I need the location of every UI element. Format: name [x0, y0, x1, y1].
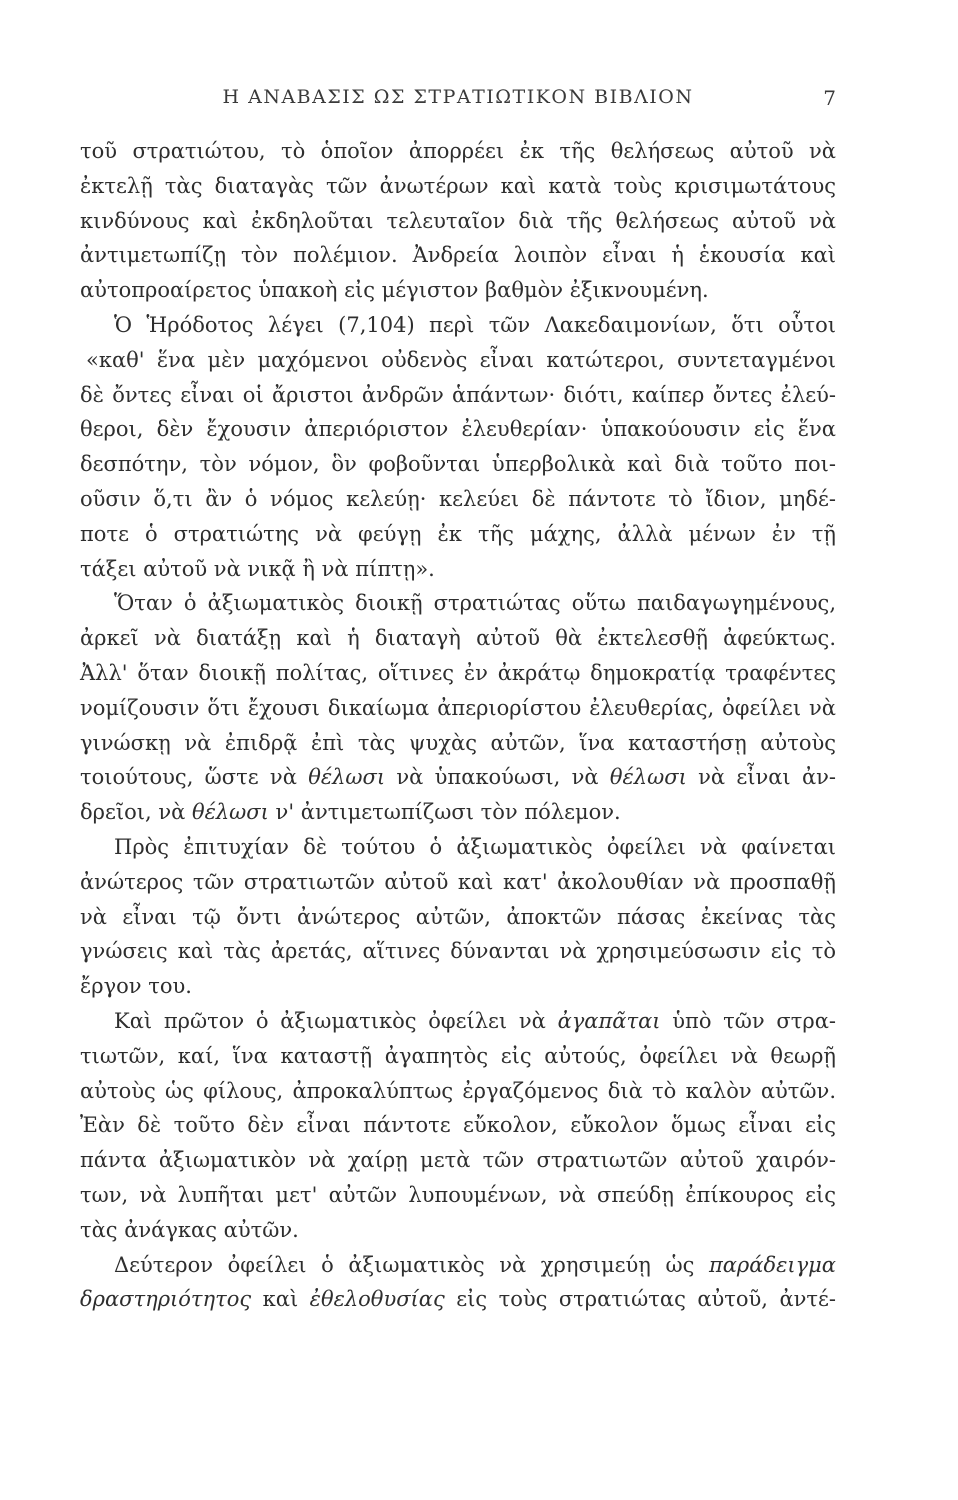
text-line: Καὶ πρῶτον ὁ ἀξιωματικὸς ὀφείλει νὰ ἀγαπᾶται ὑπὸ τῶν στρα-	[114, 1008, 836, 1033]
text-line: Ὁ Ἡρόδοτος λέγει (7,104) περὶ τῶν Λακεδαιμονίων, ὅτι οὗτοι	[114, 312, 836, 337]
text-line: Ἐὰν δὲ τοῦτο δὲν εἶναι πάντοτε εὔκολον, εὔκολον ὅμως εἶναι εἰς	[80, 1113, 836, 1138]
text-line: θεροι, δὲν ἔχουσιν ἀπεριόριστον ἐλευθερίαν· ὑπακούουσιν εἰς ἕνα	[80, 417, 836, 442]
text-line: ἀντιμετωπίζῃ τὸν πολέμιον. Ἀνδρεία λοιπὸν εἶναι ἡ ἑκουσία καὶ	[80, 243, 836, 268]
text-line: ἀρκεῖ νὰ διατάξῃ καὶ ἡ διαταγὴ αὐτοῦ θὰ ἐκτελεσθῇ ἀφεύκτως.	[80, 626, 836, 651]
text-line: ποτε ὁ στρατιώτης νὰ φεύγῃ ἐκ τῆς μάχης, ἀλλὰ μένων ἐν τῇ	[80, 521, 836, 546]
text-line: τοῦ στρατιώτου, τὸ ὁποῖον ἀπορρέει ἐκ τῆς θελήσεως αὐτοῦ νὰ	[80, 139, 836, 163]
body-text	[80, 134, 836, 1317]
text-line: αὐτοὺς ὡς φίλους, ἀπροκαλύπτως ἐργαζόμενος διὰ τὸ καλὸν αὐτῶν.	[80, 1078, 836, 1103]
text-line: «καθ' ἕνα μὲν μαχόμενοι οὐδενὸς εἶναι κατώτεροι, συντεταγμένοι	[86, 347, 836, 372]
text-line: δεσπότην, τὸν νόμον, ὃν φοβοῦνται ὑπερβολικὰ καὶ διὰ τοῦτο ποι-	[80, 452, 836, 477]
text-line: τιωτῶν, καί, ἵνα καταστῇ ἀγαπητὸς εἰς αὐτούς, ὀφείλει νὰ θεωρῇ	[80, 1043, 836, 1068]
text-line: οῦσιν ὅ,τι ἂν ὁ νόμος κελεύῃ· κελεύει δὲ πάντοτε τὸ ἴδιον, μηδέ-	[80, 486, 836, 511]
text-line: Ὅταν ὁ ἀξιωματικὸς διοικῇ στρατιώτας οὕτω παιδαγωγημένους,	[114, 591, 836, 616]
text-line: Δεύτερον ὀφείλει ὁ ἀξιωματικὸς νὰ χρησιμεύῃ ὡς παράδειγμα	[114, 1252, 836, 1277]
text-line: Πρὸς ἐπιτυχίαν δὲ τούτου ὁ ἀξιωματικὸς ὀφείλει νὰ φαίνεται	[114, 834, 836, 859]
text-line: αὐτοπροαίρετος ὑπακοὴ εἰς μέγιστον βαθμὸν ἐξικνουμένη.	[80, 278, 709, 303]
running-header	[80, 86, 836, 116]
text-line: ἀνώτερος τῶν στρατιωτῶν αὐτοῦ καὶ κατ' ἀκολουθίαν νὰ προσπαθῇ	[80, 869, 836, 894]
text-line: ἔργον του.	[80, 974, 192, 999]
text-line: πάντα ἀξιωματικὸν νὰ χαίρῃ μετὰ τῶν στρατιωτῶν αὐτοῦ χαιρόν-	[80, 1148, 836, 1173]
text-line: τάξει αὐτοῦ νὰ νικᾷ ἢ νὰ πίπτῃ».	[80, 556, 435, 581]
text-line: τοιούτους, ὥστε νὰ θέλωσι νὰ ὑπακούωσι, νὰ θέλωσι νὰ εἶναι ἀν-	[80, 765, 837, 790]
text-line: τὰς ἀνάγκας αὐτῶν.	[80, 1217, 299, 1242]
text-line: δὲ ὄντες εἶναι οἱ ἄριστοι ἀνδρῶν ἁπάντων· διότι, καίπερ ὄντες ἐλεύ-	[80, 382, 836, 407]
text-line: νομίζουσιν ὅτι ἔχουσι δικαίωμα ἀπεριορίστου ἐλευθερίας, ὀφείλει νὰ	[80, 695, 836, 720]
text-line: κινδύνους καὶ ἐκδηλοῦται τελευταῖον διὰ τῆς θελήσεως αὐτοῦ νὰ	[80, 208, 836, 233]
text-line: ἐκτελῇ τὰς διαταγὰς τῶν ἀνωτέρων καὶ κατὰ τοὺς κρισιμωτάτους	[80, 173, 836, 198]
running-title: Η ΑΝΑΒΑΣΙΣ ΩΣ ΣΤΡΑΤΙΩΤΙΚΟΝ ΒΙΒΛΙΟΝ	[222, 86, 694, 108]
text-line: νὰ εἶναι τῷ ὄντι ἀνώτερος αὐτῶν, ἀποκτῶν πάσας ἐκείνας τὰς	[80, 904, 836, 929]
text-line: δραστηριότητος καὶ ἐθελοθυσίας εἰς τοὺς στρατιώτας αὐτοῦ, ἀντέ-	[80, 1287, 837, 1312]
text-line: των, νὰ λυπῆται μετ' αὐτῶν λυπουμένων, νὰ σπεύδῃ ἐπίκουρος εἰς	[80, 1182, 836, 1207]
text-line: δρεῖοι, νὰ θέλωσι ν' ἀντιμετωπίζωσι τὸν πόλεμον.	[80, 800, 621, 825]
page-number: 7	[823, 86, 836, 110]
text-line: Ἀλλ' ὅταν διοικῇ πολίτας, οἵτινες ἐν ἀκράτῳ δημοκρατίᾳ τραφέντες	[80, 660, 836, 685]
text-line: γνώσεις καὶ τὰς ἀρετάς, αἵτινες δύνανται νὰ χρησιμεύσωσιν εἰς τὸ	[80, 939, 836, 964]
text-line: γινώσκῃ νὰ ἐπιδρᾷ ἐπὶ τὰς ψυχὰς αὐτῶν, ἵνα καταστήσῃ αὐτοὺς	[80, 730, 836, 755]
